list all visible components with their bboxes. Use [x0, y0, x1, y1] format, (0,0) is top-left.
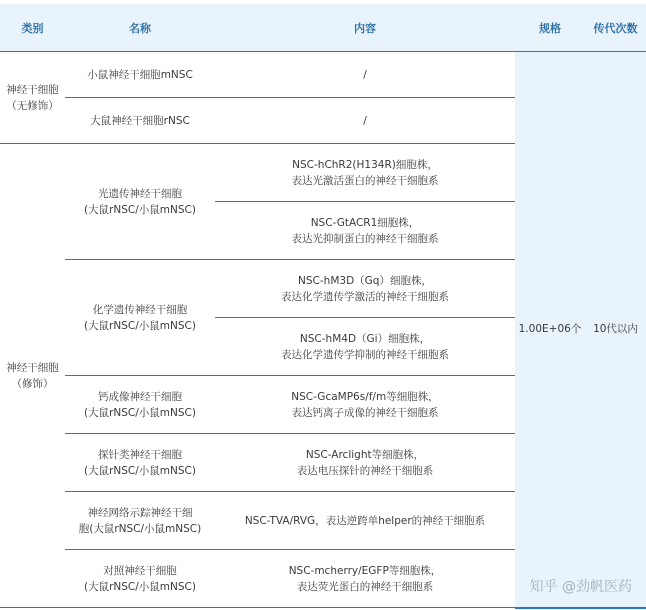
subgroup-label: 钙成像神经干细胞	[98, 390, 182, 403]
name-cell: 小鼠神经干细胞mNSC	[65, 52, 215, 98]
category-cell-unmodified	[0, 52, 65, 144]
subgroup-sublabel: (大鼠rNSC/小鼠mNSC)	[84, 406, 196, 419]
watermark: 知乎 @劲帆医药	[529, 579, 632, 595]
content-cell	[215, 318, 515, 376]
table-header-row	[0, 4, 646, 52]
table-row	[0, 52, 646, 98]
category-sublabel: （无修饰）	[6, 99, 59, 112]
subgroup-label: 对照神经干细胞	[103, 564, 177, 577]
content-cell	[215, 144, 515, 202]
category-cell-modified	[0, 144, 65, 608]
content-line: NSC-Arclight等细胞株，	[305, 448, 425, 461]
subgroup-cell-network	[65, 492, 215, 550]
content-line: 表达化学遗传学激活的神经干细胞系	[281, 290, 449, 303]
subgroup-label: 光遗传神经干细胞	[98, 187, 182, 200]
content-cell: /	[215, 98, 515, 144]
header-spec: 规格	[515, 4, 585, 52]
subgroup-cell-control	[65, 550, 215, 608]
subgroup-cell-probe	[65, 434, 215, 492]
content-line: NSC-hChR2(H134R)细胞株，	[292, 158, 438, 171]
content-line: NSC-GcaMP6s/f/m等细胞株，	[291, 390, 439, 403]
subgroup-sublabel: (大鼠rNSC/小鼠mNSC)	[84, 580, 196, 593]
category-sublabel: （修饰）	[11, 377, 54, 390]
content-cell	[215, 260, 515, 318]
category-label: 神经干细胞	[6, 83, 59, 96]
subgroup-sublabel: 胞(大鼠rNSC/小鼠mNSC)	[78, 522, 202, 535]
generation-cell: 10代以内	[585, 52, 646, 608]
content-line: NSC-mcherry/EGFP等细胞株，	[288, 564, 442, 577]
product-table	[0, 4, 646, 609]
content-cell	[215, 550, 515, 608]
name-cell: 大鼠神经干细胞rNSC	[65, 98, 215, 144]
subgroup-label: 神经网络示踪神经干细	[87, 506, 193, 519]
content-line: NSC-GtACR1细胞株，	[310, 216, 420, 229]
content-cell	[215, 434, 515, 492]
content-line: 表达荧光蛋白的神经干细胞系	[296, 580, 434, 593]
subgroup-cell-optogenetic	[65, 144, 215, 260]
subgroup-label: 探针类神经干细胞	[98, 448, 182, 461]
header-name: 名称	[65, 4, 215, 52]
content-line: 表达光激活蛋白的神经干细胞系	[291, 174, 439, 187]
subgroup-sublabel: (大鼠rNSC/小鼠mNSC)	[84, 319, 196, 332]
subgroup-cell-calcium	[65, 376, 215, 434]
subgroup-sublabel: (大鼠rNSC/小鼠mNSC)	[84, 464, 196, 477]
content-cell	[215, 202, 515, 260]
category-label: 神经干细胞	[6, 361, 59, 374]
subgroup-cell-chemogenetic	[65, 260, 215, 376]
content-line: NSC-hM4D（Gi）细胞株，	[299, 332, 431, 345]
spec-cell: 1.00E+06个	[515, 52, 585, 608]
content-cell	[215, 376, 515, 434]
header-content: 内容	[215, 4, 515, 52]
content-line: 表达电压探针的神经干细胞系	[296, 464, 434, 477]
header-generations: 传代次数	[585, 4, 646, 52]
subgroup-sublabel: (大鼠rNSC/小鼠mNSC)	[84, 203, 196, 216]
content-cell: NSC-TVA/RVG，表达逆跨单helper的神经干细胞系	[215, 492, 515, 550]
content-line: NSC-hM3D（Gq）细胞株，	[298, 274, 432, 287]
content-line: 表达化学遗传学抑制的神经干细胞系	[281, 348, 449, 361]
content-line: 表达光抑制蛋白的神经干细胞系	[291, 232, 439, 245]
content-cell: /	[215, 52, 515, 98]
subgroup-label: 化学遗传神经干细胞	[92, 303, 188, 316]
header-category: 类别	[0, 4, 65, 52]
content-line: 表达钙离子成像的神经干细胞系	[291, 406, 439, 419]
